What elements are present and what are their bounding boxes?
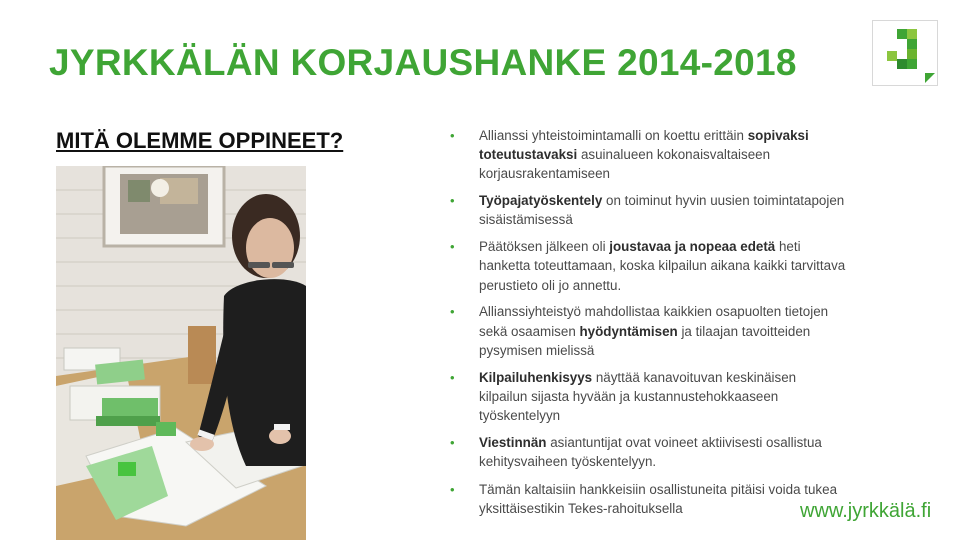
lessons-bullet-list — [448, 126, 848, 479]
section-heading: MITÄ OLEMME OPPINEET? — [56, 128, 344, 153]
slide-title: JYRKKÄLÄN KORJAUSHANKE 2014-2018 — [49, 42, 797, 83]
bullet-icon: • — [450, 369, 455, 385]
list-item: • Tämän kaltaisiin hankkeisiin osallistuneita pitäisi voida tukea yksittäisestikin Tekes-rahoituksella — [450, 482, 838, 517]
woman-reviewing-documents-photo — [56, 166, 306, 540]
jyrkkala-j-logo-icon — [872, 20, 938, 86]
list-item: • Kilpailuhenkisyys näyttää kanavoituvan keskinäisen kilpailun sijasta hyvään ja kustannustehokkaaseen työskentelyyn — [450, 369, 797, 424]
bullet-icon: • — [450, 482, 455, 497]
list-item: • Työpajatyöskentely on toiminut hyvin uusien toimintatapojen sisäistämisessä — [450, 193, 845, 228]
bullet-icon: • — [450, 304, 455, 320]
bullet-icon: • — [450, 193, 455, 209]
list-item: • Allianssi yhteistoimintamalli on koettu erittäin sopivaksi toteutustavaksi asuinalueen kokonaisvaltaiseen korjausrakentamiseen — [450, 128, 809, 182]
website-link[interactable]: www.jyrkkälä.fi — [800, 500, 932, 522]
bullet-icon: • — [450, 434, 455, 450]
bullet-icon: • — [450, 239, 455, 255]
list-item: • Allianssiyhteistyö mahdollistaa kaikkien osapuolten tietojen sekä osaamisen hyödyntämisen ja tilaajan tavoitteiden pysymisen mielissä — [450, 304, 829, 358]
list-item: • Viestinnän asiantuntijat ovat voineet aktiivisesti osallistua kehitysvaiheen työskentelyyn. — [450, 434, 822, 470]
list-item: • Päätöksen jälkeen oli joustavaa ja nopeaa edetä heti hanketta toteuttamaan, koska kilpailun aikana kaikki tarvittava perustieto oli jo annettu. — [450, 239, 846, 293]
bullet-icon: • — [450, 128, 455, 143]
